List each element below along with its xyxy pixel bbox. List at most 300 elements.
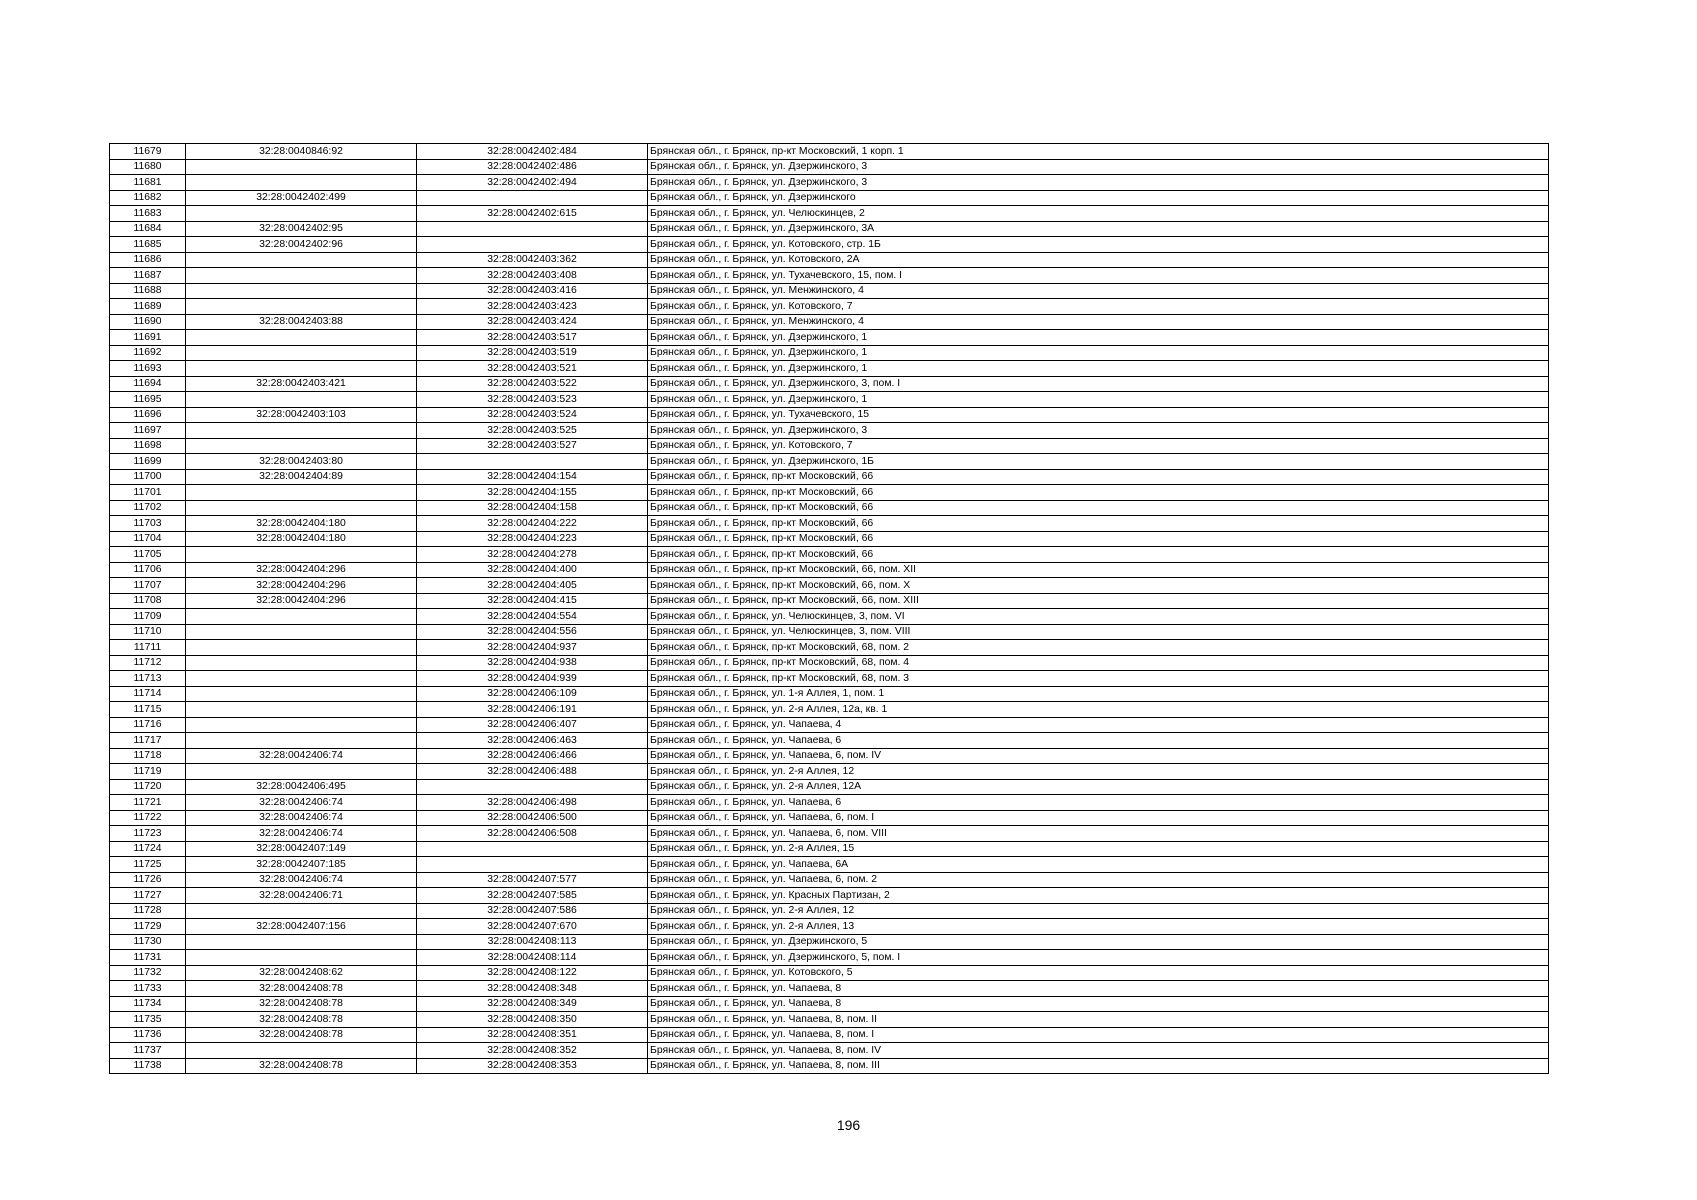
cadastral-number-cell: 32:28:0042404:222 [417,516,648,532]
parent-cadastral-number-cell [186,640,417,656]
table-row [110,593,1549,609]
address-cell: Брянская обл., г. Брянск, пр-кт Московский, 68, пом. 4 [648,655,1549,671]
row-number-cell: 11725 [110,857,186,873]
parent-cadastral-number-cell: 32:28:0042404:296 [186,578,417,594]
row-number-cell: 11720 [110,779,186,795]
parent-cadastral-number-cell [186,175,417,191]
table-row [110,392,1549,408]
row-number-cell: 11683 [110,206,186,222]
cadastral-number-cell: 32:28:0042408:348 [417,981,648,997]
table-row [110,655,1549,671]
row-number-cell: 11711 [110,640,186,656]
row-number-cell: 11710 [110,624,186,640]
cadastral-number-cell [417,857,648,873]
address-cell: Брянская обл., г. Брянск, ул. Чапаева, 8, пом. II [648,1012,1549,1028]
parent-cadastral-number-cell: 32:28:0042404:89 [186,469,417,485]
row-number-cell: 11703 [110,516,186,532]
cadastral-number-cell: 32:28:0042404:554 [417,609,648,625]
row-number-cell: 11707 [110,578,186,594]
cadastral-number-cell: 32:28:0042402:494 [417,175,648,191]
parent-cadastral-number-cell [186,717,417,733]
cadastral-number-cell: 32:28:0042408:351 [417,1027,648,1043]
table-row [110,795,1549,811]
table-row [110,547,1549,563]
address-cell: Брянская обл., г. Брянск, ул. Дзержинского, 1 [648,345,1549,361]
cadastral-number-cell: 32:28:0042403:517 [417,330,648,346]
cadastral-number-cell: 32:28:0042407:585 [417,888,648,904]
row-number-cell: 11694 [110,376,186,392]
parent-cadastral-number-cell: 32:28:0042406:495 [186,779,417,795]
table-row [110,423,1549,439]
table-row [110,686,1549,702]
row-number-cell: 11689 [110,299,186,315]
parent-cadastral-number-cell [186,423,417,439]
cadastral-number-cell: 32:28:0042402:484 [417,144,648,160]
table-row [110,888,1549,904]
parent-cadastral-number-cell [186,345,417,361]
parent-cadastral-number-cell: 32:28:0042408:78 [186,996,417,1012]
address-cell: Брянская обл., г. Брянск, ул. Чапаева, 6 [648,795,1549,811]
table-row [110,314,1549,330]
row-number-cell: 11728 [110,903,186,919]
row-number-cell: 11709 [110,609,186,625]
address-cell: Брянская обл., г. Брянск, ул. Красных Партизан, 2 [648,888,1549,904]
address-cell: Брянская обл., г. Брянск, ул. Дзержинского, 3 [648,159,1549,175]
row-number-cell: 11679 [110,144,186,160]
cadastral-number-cell: 32:28:0042404:223 [417,531,648,547]
table-row [110,764,1549,780]
table-row [110,237,1549,253]
address-cell: Брянская обл., г. Брянск, ул. Котовского, 2А [648,252,1549,268]
table-row [110,252,1549,268]
parent-cadastral-number-cell: 32:28:0042406:71 [186,888,417,904]
parent-cadastral-number-cell [186,903,417,919]
cadastral-number-cell: 32:28:0042403:416 [417,283,648,299]
row-number-cell: 11700 [110,469,186,485]
address-cell: Брянская обл., г. Брянск, ул. Дзержинского, 3А [648,221,1549,237]
parent-cadastral-number-cell: 32:28:0042402:499 [186,190,417,206]
row-number-cell: 11693 [110,361,186,377]
cadastral-number-cell: 32:28:0042404:937 [417,640,648,656]
cadastral-number-cell: 32:28:0042406:466 [417,748,648,764]
cadastral-number-cell: 32:28:0042404:415 [417,593,648,609]
cadastral-number-cell: 32:28:0042404:938 [417,655,648,671]
row-number-cell: 11731 [110,950,186,966]
cadastral-number-cell: 32:28:0042403:521 [417,361,648,377]
address-cell: Брянская обл., г. Брянск, ул. 2-я Аллея, 12 [648,764,1549,780]
table-row [110,1058,1549,1074]
row-number-cell: 11701 [110,485,186,501]
parent-cadastral-number-cell: 32:28:0042403:80 [186,454,417,470]
table-row [110,950,1549,966]
cadastral-number-cell: 32:28:0042407:577 [417,872,648,888]
table-body [110,144,1549,1074]
cadastral-number-cell [417,841,648,857]
cadastral-number-cell: 32:28:0042403:522 [417,376,648,392]
parent-cadastral-number-cell: 32:28:0042404:180 [186,516,417,532]
row-number-cell: 11730 [110,934,186,950]
cadastral-number-cell: 32:28:0042406:407 [417,717,648,733]
parent-cadastral-number-cell [186,609,417,625]
cadastral-number-cell: 32:28:0042403:523 [417,392,648,408]
address-cell: Брянская обл., г. Брянск, пр-кт Московский, 66, пом. XIII [648,593,1549,609]
table-row [110,826,1549,842]
row-number-cell: 11681 [110,175,186,191]
row-number-cell: 11718 [110,748,186,764]
cadastral-number-cell: 32:28:0042404:405 [417,578,648,594]
address-cell: Брянская обл., г. Брянск, ул. Чапаева, 6, пом. IV [648,748,1549,764]
parent-cadastral-number-cell: 32:28:0042407:185 [186,857,417,873]
address-cell: Брянская обл., г. Брянск, ул. Чапаева, 8, пом. I [648,1027,1549,1043]
table-row [110,640,1549,656]
address-cell: Брянская обл., г. Брянск, ул. 2-я Аллея, 15 [648,841,1549,857]
row-number-cell: 11690 [110,314,186,330]
cadastral-number-cell: 32:28:0042408:352 [417,1043,648,1059]
parent-cadastral-number-cell [186,655,417,671]
row-number-cell: 11732 [110,965,186,981]
table-row [110,671,1549,687]
table-row [110,206,1549,222]
parent-cadastral-number-cell: 32:28:0042403:421 [186,376,417,392]
cadastral-number-cell: 32:28:0042404:155 [417,485,648,501]
cadastral-number-cell: 32:28:0042403:527 [417,438,648,454]
row-number-cell: 11699 [110,454,186,470]
row-number-cell: 11697 [110,423,186,439]
table-row [110,810,1549,826]
row-number-cell: 11716 [110,717,186,733]
cadastral-number-cell: 32:28:0042406:488 [417,764,648,780]
cadastral-number-cell: 32:28:0042404:154 [417,469,648,485]
cadastral-number-cell: 32:28:0042404:278 [417,547,648,563]
parent-cadastral-number-cell [186,206,417,222]
parent-cadastral-number-cell: 32:28:0042408:78 [186,1058,417,1074]
parent-cadastral-number-cell [186,547,417,563]
row-number-cell: 11702 [110,500,186,516]
row-number-cell: 11708 [110,593,186,609]
parent-cadastral-number-cell: 32:28:0042403:88 [186,314,417,330]
parent-cadastral-number-cell: 32:28:0042406:74 [186,810,417,826]
cadastral-number-cell: 32:28:0042408:114 [417,950,648,966]
row-number-cell: 11717 [110,733,186,749]
address-cell: Брянская обл., г. Брянск, ул. Дзержинского, 1Б [648,454,1549,470]
parent-cadastral-number-cell: 32:28:0042407:156 [186,919,417,935]
address-cell: Брянская обл., г. Брянск, пр-кт Московский, 68, пом. 3 [648,671,1549,687]
parent-cadastral-number-cell: 32:28:0042406:74 [186,795,417,811]
address-cell: Брянская обл., г. Брянск, пр-кт Московский, 66 [648,469,1549,485]
row-number-cell: 11738 [110,1058,186,1074]
row-number-cell: 11682 [110,190,186,206]
cadastral-number-cell: 32:28:0042403:524 [417,407,648,423]
parent-cadastral-number-cell: 32:28:0042404:296 [186,593,417,609]
row-number-cell: 11705 [110,547,186,563]
cadastral-number-cell [417,779,648,795]
cadastral-number-cell: 32:28:0042407:586 [417,903,648,919]
parent-cadastral-number-cell [186,934,417,950]
address-cell: Брянская обл., г. Брянск, пр-кт Московский, 66 [648,547,1549,563]
table-row [110,733,1549,749]
table-row [110,624,1549,640]
row-number-cell: 11691 [110,330,186,346]
cadastral-number-cell: 32:28:0042407:670 [417,919,648,935]
address-cell: Брянская обл., г. Брянск, ул. Чапаева, 8, пом. III [648,1058,1549,1074]
table-row [110,609,1549,625]
parent-cadastral-number-cell [186,299,417,315]
row-number-cell: 11721 [110,795,186,811]
parent-cadastral-number-cell [186,1043,417,1059]
parent-cadastral-number-cell [186,686,417,702]
table-row [110,1027,1549,1043]
row-number-cell: 11734 [110,996,186,1012]
parent-cadastral-number-cell: 32:28:0042402:96 [186,237,417,253]
table-row [110,268,1549,284]
row-number-cell: 11714 [110,686,186,702]
row-number-cell: 11695 [110,392,186,408]
table-row [110,345,1549,361]
row-number-cell: 11704 [110,531,186,547]
cadastral-number-cell: 32:28:0042408:353 [417,1058,648,1074]
address-cell: Брянская обл., г. Брянск, ул. Чапаева, 6, пом. VIII [648,826,1549,842]
table-row [110,144,1549,160]
address-cell: Брянская обл., г. Брянск, ул. Котовского, 7 [648,299,1549,315]
address-cell: Брянская обл., г. Брянск, ул. Челюскинцев, 2 [648,206,1549,222]
table-row [110,516,1549,532]
address-cell: Брянская обл., г. Брянск, ул. Чапаева, 8, пом. IV [648,1043,1549,1059]
table-row [110,485,1549,501]
parent-cadastral-number-cell [186,268,417,284]
address-cell: Брянская обл., г. Брянск, ул. Дзержинского, 3 [648,175,1549,191]
row-number-cell: 11688 [110,283,186,299]
address-cell: Брянская обл., г. Брянск, ул. Чапаева, 6, пом. I [648,810,1549,826]
table-row [110,175,1549,191]
cadastral-number-cell: 32:28:0042403:519 [417,345,648,361]
table-row [110,159,1549,175]
table-row [110,779,1549,795]
table-row [110,748,1549,764]
table-row [110,531,1549,547]
table-row [110,438,1549,454]
cadastral-number-cell: 32:28:0042404:939 [417,671,648,687]
row-number-cell: 11727 [110,888,186,904]
address-cell: Брянская обл., г. Брянск, ул. Менжинского, 4 [648,283,1549,299]
parent-cadastral-number-cell: 32:28:0042406:74 [186,748,417,764]
address-cell: Брянская обл., г. Брянск, ул. 2-я Аллея, 12а, кв. 1 [648,702,1549,718]
address-cell: Брянская обл., г. Брянск, ул. Дзержинского, 5, пом. I [648,950,1549,966]
parent-cadastral-number-cell [186,671,417,687]
row-number-cell: 11684 [110,221,186,237]
address-cell: Брянская обл., г. Брянск, ул. Дзержинского [648,190,1549,206]
table-row [110,872,1549,888]
parent-cadastral-number-cell: 32:28:0042404:180 [186,531,417,547]
parent-cadastral-number-cell: 32:28:0042402:95 [186,221,417,237]
table-row [110,996,1549,1012]
address-cell: Брянская обл., г. Брянск, ул. Тухачевского, 15 [648,407,1549,423]
row-number-cell: 11696 [110,407,186,423]
table-row [110,934,1549,950]
table-row [110,376,1549,392]
address-cell: Брянская обл., г. Брянск, ул. Тухачевского, 15, пом. I [648,268,1549,284]
address-cell: Брянская обл., г. Брянск, пр-кт Московский, 66, пом. X [648,578,1549,594]
row-number-cell: 11719 [110,764,186,780]
address-cell: Брянская обл., г. Брянск, ул. Котовского, стр. 1Б [648,237,1549,253]
parent-cadastral-number-cell: 32:28:0042408:62 [186,965,417,981]
address-cell: Брянская обл., г. Брянск, ул. Челюскинцев, 3, пом. VIII [648,624,1549,640]
parent-cadastral-number-cell [186,159,417,175]
parent-cadastral-number-cell [186,733,417,749]
cadastral-number-cell: 32:28:0042404:400 [417,562,648,578]
row-number-cell: 11723 [110,826,186,842]
address-cell: Брянская обл., г. Брянск, ул. Чапаева, 8 [648,981,1549,997]
row-number-cell: 11706 [110,562,186,578]
address-cell: Брянская обл., г. Брянск, ул. Котовского, 7 [648,438,1549,454]
table-row [110,454,1549,470]
table-row [110,500,1549,516]
row-number-cell: 11680 [110,159,186,175]
cadastral-number-cell: 32:28:0042406:500 [417,810,648,826]
cadastral-number-cell: 32:28:0042403:424 [417,314,648,330]
row-number-cell: 11722 [110,810,186,826]
row-number-cell: 11736 [110,1027,186,1043]
parent-cadastral-number-cell [186,624,417,640]
row-number-cell: 11698 [110,438,186,454]
address-cell: Брянская обл., г. Брянск, ул. Дзержинского, 5 [648,934,1549,950]
address-cell: Брянская обл., г. Брянск, пр-кт Московский, 66, пом. XII [648,562,1549,578]
parent-cadastral-number-cell [186,764,417,780]
address-cell: Брянская обл., г. Брянск, ул. Чапаева, 6А [648,857,1549,873]
row-number-cell: 11713 [110,671,186,687]
parent-cadastral-number-cell: 32:28:0042408:78 [186,981,417,997]
cadastral-number-cell: 32:28:0042408:349 [417,996,648,1012]
cadastral-number-cell: 32:28:0042406:508 [417,826,648,842]
table-row [110,578,1549,594]
table-row [110,717,1549,733]
address-cell: Брянская обл., г. Брянск, ул. Чапаева, 8 [648,996,1549,1012]
address-cell: Брянская обл., г. Брянск, ул. Чапаева, 6, пом. 2 [648,872,1549,888]
table-row [110,469,1549,485]
address-cell: Брянская обл., г. Брянск, ул. Менжинского, 4 [648,314,1549,330]
address-cell: Брянская обл., г. Брянск, ул. Дзержинского, 3, пом. I [648,376,1549,392]
row-number-cell: 11686 [110,252,186,268]
address-cell: Брянская обл., г. Брянск, пр-кт Московский, 66 [648,485,1549,501]
cadastral-number-cell: 32:28:0042406:191 [417,702,648,718]
parent-cadastral-number-cell [186,330,417,346]
table-row [110,919,1549,935]
table-row [110,1012,1549,1028]
table-row [110,903,1549,919]
table-row [110,981,1549,997]
cadastral-number-cell: 32:28:0042403:362 [417,252,648,268]
cadastral-table [109,143,1549,1074]
row-number-cell: 11726 [110,872,186,888]
parent-cadastral-number-cell: 32:28:0042403:103 [186,407,417,423]
cadastral-number-cell [417,190,648,206]
parent-cadastral-number-cell: 32:28:0042408:78 [186,1012,417,1028]
table-row [110,330,1549,346]
cadastral-number-cell [417,454,648,470]
address-cell: Брянская обл., г. Брянск, ул. Чапаева, 6 [648,733,1549,749]
cadastral-number-cell [417,237,648,253]
address-cell: Брянская обл., г. Брянск, ул. 1-я Аллея, 1, пом. 1 [648,686,1549,702]
parent-cadastral-number-cell [186,392,417,408]
cadastral-number-cell: 32:28:0042406:498 [417,795,648,811]
table-row [110,283,1549,299]
address-cell: Брянская обл., г. Брянск, ул. Челюскинцев, 3, пом. VI [648,609,1549,625]
parent-cadastral-number-cell: 32:28:0042408:78 [186,1027,417,1043]
parent-cadastral-number-cell: 32:28:0042406:74 [186,826,417,842]
address-cell: Брянская обл., г. Брянск, ул. 2-я Аллея, 12А [648,779,1549,795]
row-number-cell: 11685 [110,237,186,253]
parent-cadastral-number-cell [186,500,417,516]
cadastral-number-cell: 32:28:0042404:556 [417,624,648,640]
cadastral-number-cell: 32:28:0042406:463 [417,733,648,749]
cadastral-number-cell: 32:28:0042403:525 [417,423,648,439]
cadastral-number-cell: 32:28:0042408:350 [417,1012,648,1028]
table-row [110,1043,1549,1059]
parent-cadastral-number-cell [186,283,417,299]
row-number-cell: 11733 [110,981,186,997]
parent-cadastral-number-cell: 32:28:0042404:296 [186,562,417,578]
row-number-cell: 11729 [110,919,186,935]
cadastral-number-cell: 32:28:0042403:423 [417,299,648,315]
row-number-cell: 11737 [110,1043,186,1059]
table-row [110,361,1549,377]
address-cell: Брянская обл., г. Брянск, ул. Чапаева, 4 [648,717,1549,733]
row-number-cell: 11735 [110,1012,186,1028]
address-cell: Брянская обл., г. Брянск, пр-кт Московский, 68, пом. 2 [648,640,1549,656]
table-row [110,190,1549,206]
table-row [110,407,1549,423]
cadastral-number-cell: 32:28:0042408:113 [417,934,648,950]
cadastral-number-cell: 32:28:0042404:158 [417,500,648,516]
address-cell: Брянская обл., г. Брянск, ул. Дзержинского, 1 [648,361,1549,377]
parent-cadastral-number-cell: 32:28:0042406:74 [186,872,417,888]
table-row [110,562,1549,578]
table-row [110,702,1549,718]
table-row [110,221,1549,237]
cadastral-number-cell [417,221,648,237]
address-cell: Брянская обл., г. Брянск, пр-кт Московский, 66 [648,500,1549,516]
cadastral-number-cell: 32:28:0042408:122 [417,965,648,981]
address-cell: Брянская обл., г. Брянск, пр-кт Московский, 66 [648,531,1549,547]
parent-cadastral-number-cell [186,361,417,377]
parent-cadastral-number-cell: 32:28:0040846:92 [186,144,417,160]
table-row [110,965,1549,981]
cadastral-number-cell: 32:28:0042406:109 [417,686,648,702]
parent-cadastral-number-cell [186,252,417,268]
cadastral-number-cell: 32:28:0042403:408 [417,268,648,284]
parent-cadastral-number-cell [186,702,417,718]
row-number-cell: 11715 [110,702,186,718]
page-number: 196 [836,1117,861,1133]
row-number-cell: 11687 [110,268,186,284]
address-cell: Брянская обл., г. Брянск, пр-кт Московский, 1 корп. 1 [648,144,1549,160]
address-cell: Брянская обл., г. Брянск, ул. Котовского, 5 [648,965,1549,981]
row-number-cell: 11724 [110,841,186,857]
address-cell: Брянская обл., г. Брянск, ул. Дзержинского, 3 [648,423,1549,439]
table-row [110,299,1549,315]
address-cell: Брянская обл., г. Брянск, ул. 2-я Аллея, 12 [648,903,1549,919]
address-cell: Брянская обл., г. Брянск, ул. 2-я Аллея, 13 [648,919,1549,935]
parent-cadastral-number-cell [186,485,417,501]
parent-cadastral-number-cell [186,950,417,966]
cadastral-number-cell: 32:28:0042402:486 [417,159,648,175]
row-number-cell: 11712 [110,655,186,671]
address-cell: Брянская обл., г. Брянск, пр-кт Московский, 66 [648,516,1549,532]
table-row [110,857,1549,873]
address-cell: Брянская обл., г. Брянск, ул. Дзержинского, 1 [648,330,1549,346]
table-row [110,841,1549,857]
parent-cadastral-number-cell: 32:28:0042407:149 [186,841,417,857]
cadastral-number-cell: 32:28:0042402:615 [417,206,648,222]
